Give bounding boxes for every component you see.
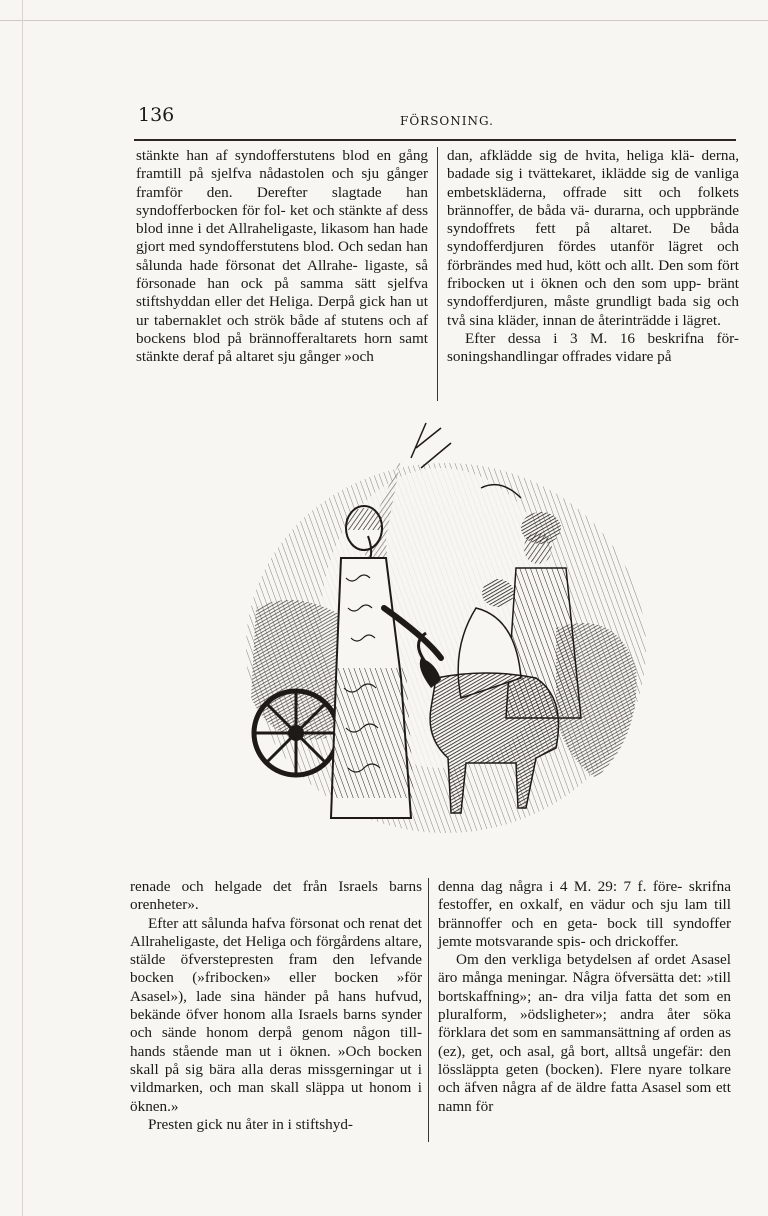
text-line: Om den verkliga betydelsen af ordet: [456, 951, 686, 969]
text-line: återinträdde i lägret.: [598, 311, 721, 329]
page-number: 136: [138, 104, 175, 126]
text-line: det som en sammansättning af orden: [490, 1024, 715, 1042]
text-line: sätt sjelfva stiftshyddan eller det Heliga.: [136, 275, 429, 311]
text-line: en gång framtill på sjelfva nådastolen: [136, 147, 429, 183]
text-line: och sju lam till brännoffer och en geta-: [438, 896, 731, 932]
text-line: soningshandlingar offrades vidare på: [447, 348, 672, 366]
text-line: fördes utanför lägret och förbrändes: [447, 238, 740, 274]
bottom-right-paragraph: [438, 878, 731, 951]
bottom-left-paragraph-2: [130, 915, 422, 1116]
text-line: med syndofferstutens blod. Och sedan: [168, 238, 402, 256]
text-line: skrifna festoffer, en oxkalf, en vädur: [438, 878, 732, 914]
text-line: och sju gånger framför den. Derefter: [136, 165, 429, 201]
text-line: Asasel äro många meningar. Några: [438, 951, 731, 987]
text-line: ungefär: den lössläppta geten (bocken).: [438, 1042, 731, 1078]
text-line: bock till syndoffer jemte motsvarande: [438, 914, 732, 950]
text-line: durarna, och uppbrände syndoffrets fett: [447, 201, 739, 238]
text-line: spis- och drickoffer.: [556, 932, 679, 950]
text-line: stänkte han af syndofferstutens blod: [136, 147, 370, 164]
text-line: sände honom derpå genom någon till-: [161, 1024, 423, 1042]
text-line: missgerningar ut i vildmarken, och man: [130, 1060, 423, 1097]
top-left-column: [136, 147, 428, 367]
page-edge-top: [0, 20, 768, 21]
top-right-paragraph-2: [447, 330, 739, 367]
text-line: fribocken ut i öknen och den som upp-: [447, 275, 702, 293]
text-line: barns orenheter».: [130, 878, 422, 914]
text-line: Allraheligaste, likasom han hade gjort: [136, 220, 428, 256]
text-line: stänkte deraf på altaret sju gånger »och: [136, 348, 374, 366]
header-rule: [134, 139, 736, 141]
top-right-column: [447, 147, 739, 367]
text-line: »ödsligheter»; andra åter söka förklara: [438, 1006, 732, 1042]
bottom-left-paragraph: [130, 878, 422, 915]
text-line: fram den lefvande bocken (»fribocken»: [130, 951, 423, 987]
bottom-left-paragraph-3: [130, 1116, 422, 1134]
text-line: de äldre fatta Asasel som ett namn för: [438, 1079, 731, 1115]
column-divider-top: [437, 147, 438, 401]
text-line: Efter dessa i 3 M. 16 beskrifna för-: [465, 329, 739, 347]
text-line: med hud, kött och allt. Den som fört: [516, 256, 740, 274]
text-line: öfversätta det: »till bortskaffning»; an-: [438, 969, 731, 1005]
top-right-paragraph: [447, 147, 739, 330]
text-line: slagtade han syndofferbocken för fol-: [136, 183, 428, 219]
text-line: honom alla Israels barns synder och: [130, 1006, 422, 1042]
text-line: på altaret. De båda syndofferdjuren: [447, 220, 739, 256]
text-line: derna, badade sig i tvättekaret, ikläddе: [447, 147, 740, 183]
text-line: blod på brännofferaltarets horn samt: [193, 329, 428, 347]
top-left-paragraph: [136, 147, 428, 367]
text-line: hands stående man ut i öknen. »Och: [130, 1042, 371, 1060]
bottom-right-column: [438, 878, 731, 1116]
text-line: strök både af stutens och af bockens: [136, 311, 429, 347]
text-line: ligaste, så försonade han ock på samma: [136, 256, 428, 293]
text-line: bocken skall på sig bära alla deras: [130, 1042, 422, 1078]
text-line: dan, afklädde sig de hvita, heliga klä-: [447, 147, 695, 164]
text-line: denna dag några i 4 M. 29: 7 f. före-: [438, 878, 683, 895]
page-edge-left: [22, 0, 23, 1216]
woodcut-priest-scapegoat-icon: [236, 418, 646, 838]
woodcut-illustration: [236, 418, 646, 838]
text-line: as (ez), get, och asal, gå bort, alltså: [438, 1024, 731, 1060]
column-divider-bottom: [428, 878, 429, 1142]
bottom-left-column: [130, 878, 422, 1134]
text-line: händer på hans hufvud, bekände öfver: [130, 987, 423, 1024]
text-line: sitt och folkets brännoffer, de båda vä-: [447, 183, 739, 219]
running-title: FÖRSONING.: [400, 114, 494, 128]
text-line: renat det Allraheligaste, det Heliga och: [130, 914, 422, 950]
bottom-right-paragraph-2: [438, 951, 731, 1116]
text-line: Efter att sålunda hafva försonat och: [148, 914, 366, 932]
text-line: renade och helgade det från Israels: [130, 878, 378, 895]
text-line: Derpå gick han ut ur tabernaklet och: [136, 293, 428, 329]
page-header: [138, 104, 738, 134]
text-line: skall släppa ut honom i öknen.»: [130, 1079, 422, 1115]
text-line: bada sig och två sina kläder, innan de: [447, 293, 739, 329]
text-line: Flere nyare tolkare och äfven några af: [438, 1060, 732, 1097]
text-line: ket och stänkte af dess blod inne i det: [136, 201, 429, 238]
text-line: sig de vanliga embetskläderna, offrade: [447, 165, 739, 201]
text-line: dra vilja fatta det som en pluralform,: [438, 987, 731, 1024]
text-line: Presten gick nu åter in i stiftshyd-: [148, 1115, 353, 1133]
text-line: han sålunda hade försonat det Allrahe-: [136, 238, 429, 274]
text-line: eller bocken »för Asasel»), lade sina: [130, 969, 422, 1005]
text-line: förgårdens altare, stälde öfverstepresten: [130, 932, 423, 969]
text-line: bränt syndofferdjuren, måste grundligt: [447, 275, 740, 311]
